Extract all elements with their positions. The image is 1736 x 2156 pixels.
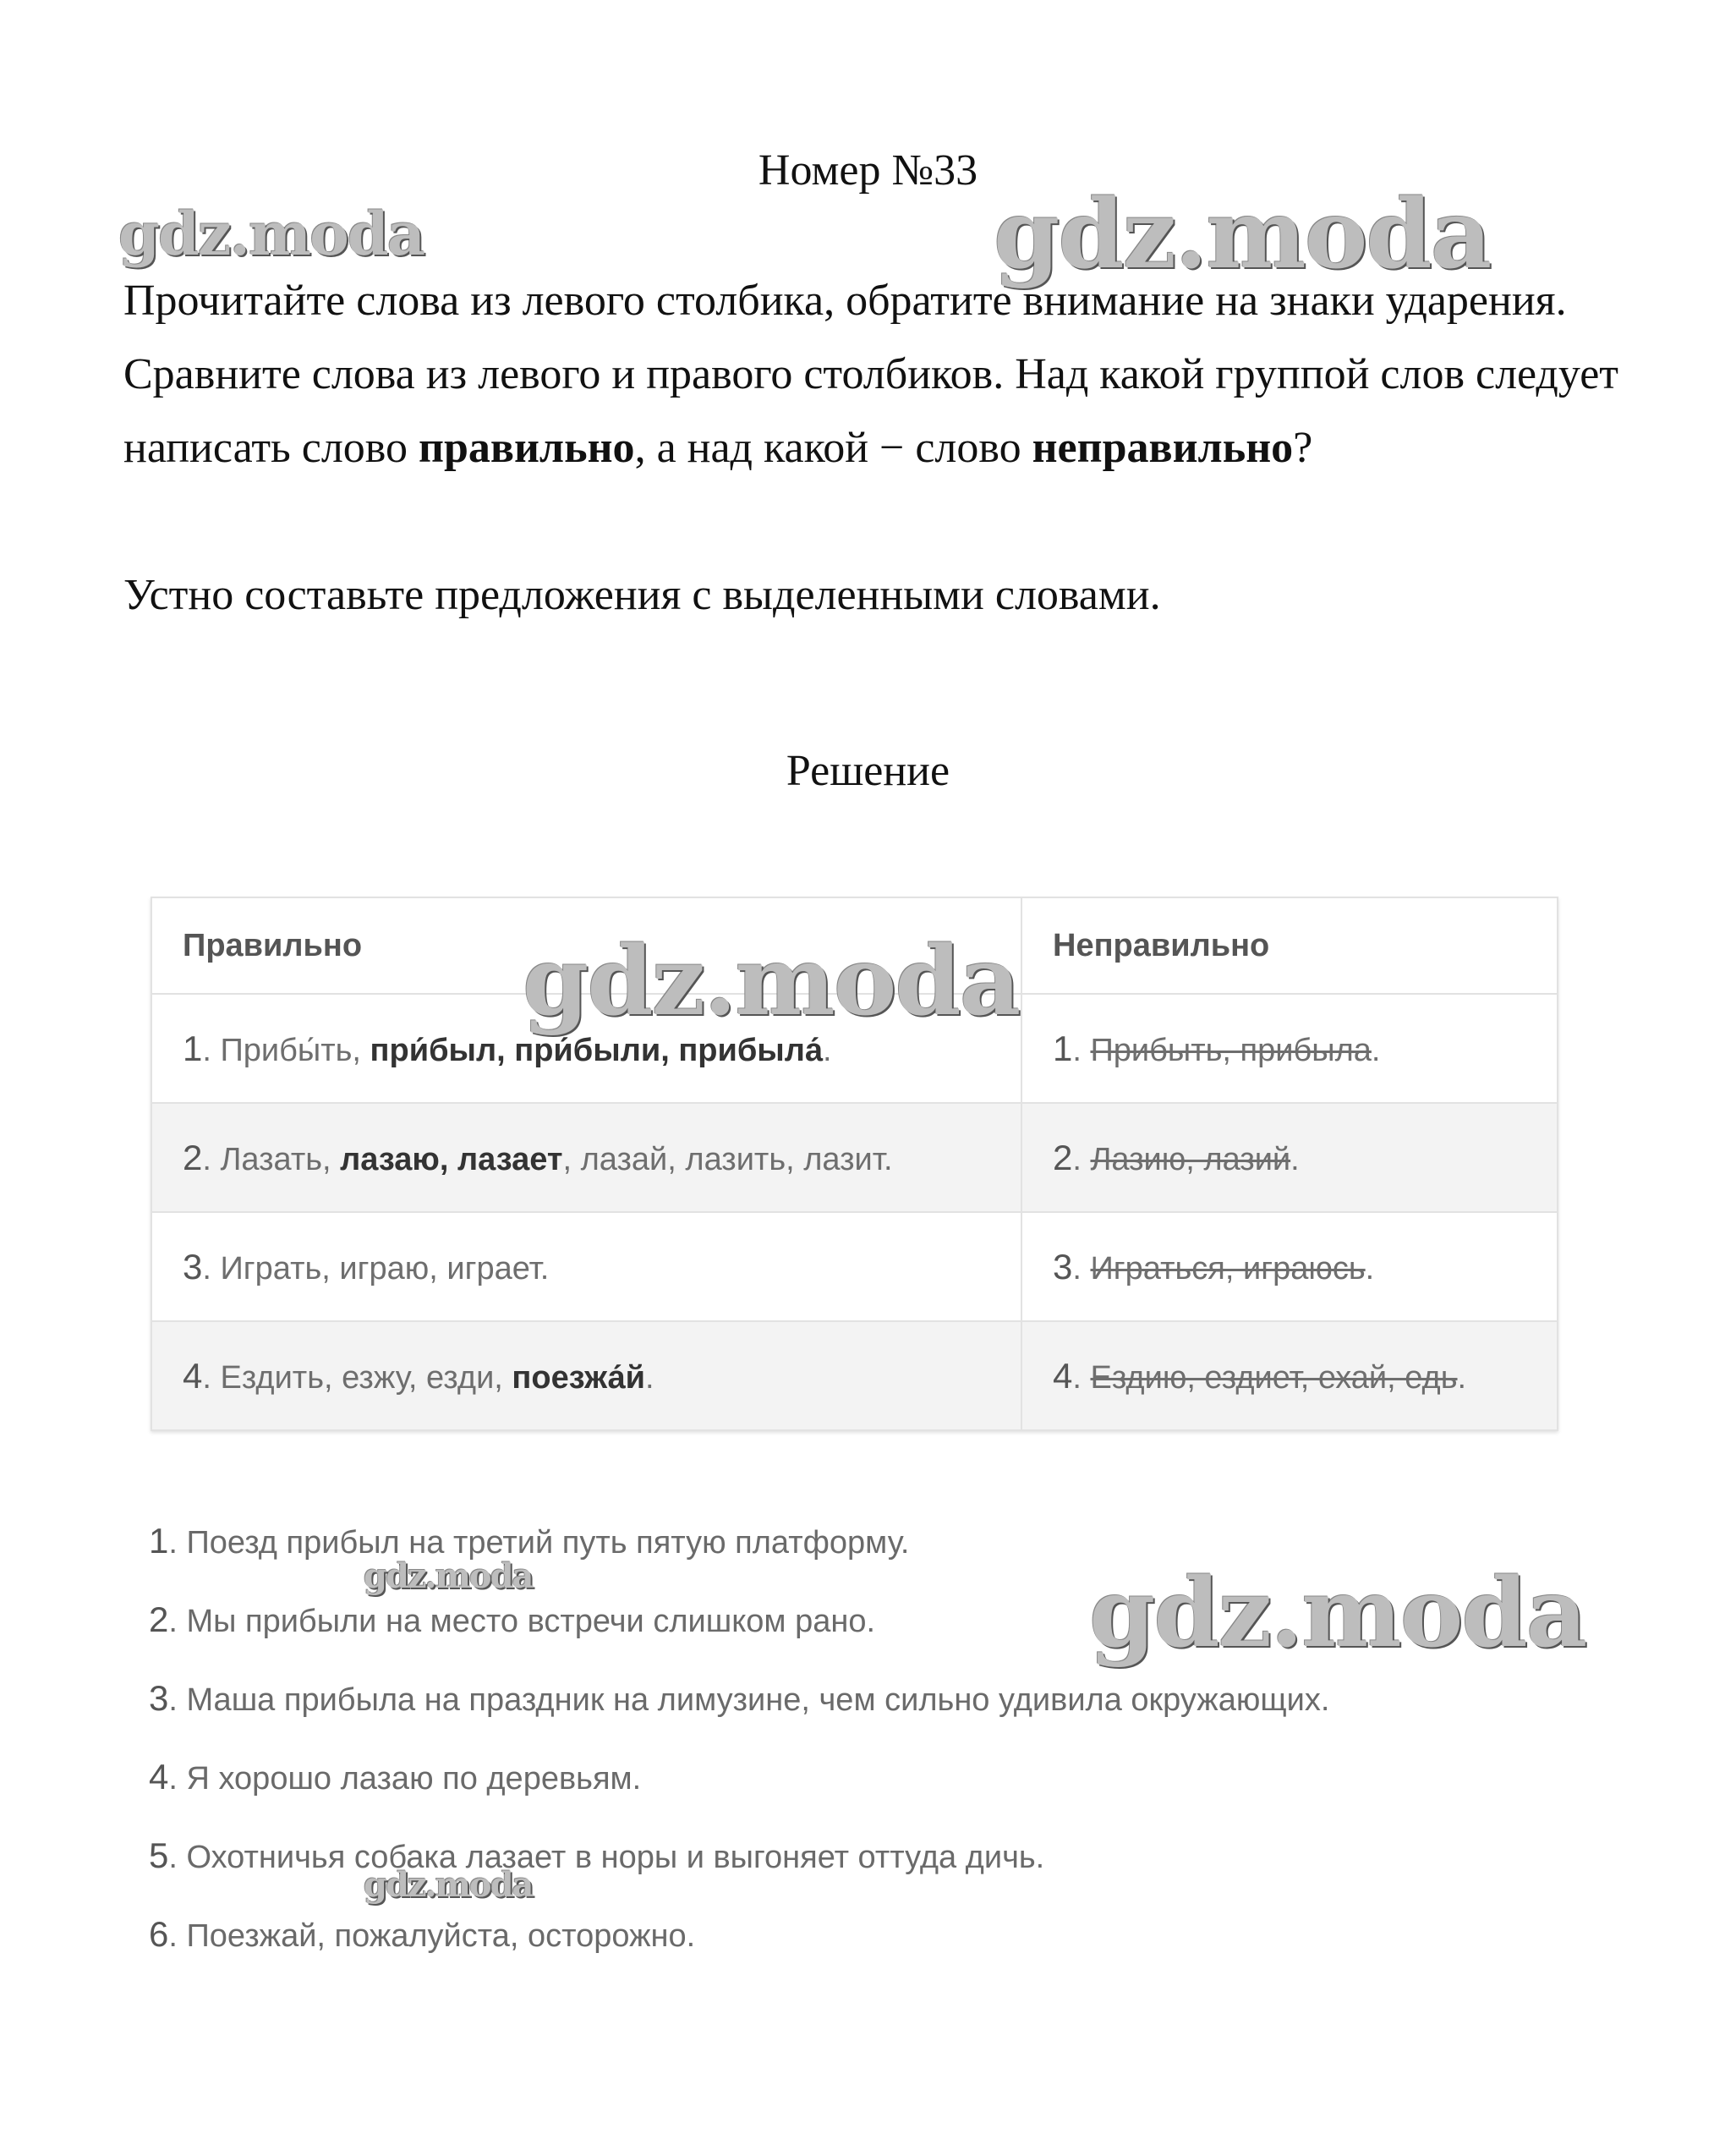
table-row xyxy=(151,1212,1558,1321)
watermark: gdz.moda xyxy=(118,199,424,269)
table-header-row xyxy=(151,897,1558,994)
task-text xyxy=(123,264,1629,632)
cell-correct: 4. Ездить, езжу, езди, поезжа́й. xyxy=(151,1321,1021,1430)
watermark: gdz.moda xyxy=(523,926,1020,1037)
list-item: 1. Поезд прибыл на третий путь пятую платформу. xyxy=(149,1521,910,1561)
example-sentences xyxy=(149,1516,1329,1988)
list-item: 4. Я хорошо лазаю по деревьям. xyxy=(149,1757,642,1797)
answer-table xyxy=(151,897,1558,1431)
table-row xyxy=(151,994,1558,1103)
watermark: gdz.moda xyxy=(364,1865,533,1905)
cell-incorrect: 2. Лазию, лазий. xyxy=(1021,1103,1558,1212)
solution-title: Решение xyxy=(786,747,950,795)
watermark: gdz.moda xyxy=(994,179,1491,290)
cell-correct: 2. Лазать, лазаю, лазает, лазай, лазить, лазит. xyxy=(151,1103,1021,1212)
task-oral-instruction: Устно составьте предложения с выделенными словами. xyxy=(123,571,1161,619)
cell-correct: 3. Играть, играю, играет. xyxy=(151,1212,1021,1321)
page-title: Номер №33 xyxy=(758,146,978,195)
cell-correct: 1. Прибы́ть, при́был, при́были, прибыла́. xyxy=(151,994,1021,1103)
list-item: 3. Маша прибыла на праздник на лимузине, чем сильно удивила окружающих. xyxy=(149,1678,1330,1718)
task-instruction: Прочитайте слова из левого столбика, обратите внимание на знаки ударения. Сравните слова из левого и правого столбиков. Над какой группой слов следует написать слово правильно, а над какой − слово неправильно? xyxy=(123,277,1618,472)
cell-incorrect: 4. Ездию, ездиет, ехай, едь. xyxy=(1021,1321,1558,1430)
list-item: 6. Поезжай, пожалуйста, осторожно. xyxy=(149,1914,696,1954)
table-row xyxy=(151,1103,1558,1212)
watermark: gdz.moda xyxy=(1089,1558,1586,1669)
header-correct: Правильно xyxy=(151,897,1021,994)
header-incorrect: Неправильно xyxy=(1021,897,1558,994)
watermark: gdz.moda xyxy=(364,1556,533,1596)
cell-incorrect: 1. Прибыть, прибыла. xyxy=(1021,994,1558,1103)
cell-incorrect: 3. Играться, играюсь. xyxy=(1021,1212,1558,1321)
table-row xyxy=(151,1321,1558,1430)
list-item: 5. Охотничья собака лазает в норы и выгоняет оттуда дичь. xyxy=(149,1835,1045,1875)
word-nepravilno: неправильно xyxy=(1032,424,1294,472)
list-item: 2. Мы прибыли на место встречи слишком рано. xyxy=(149,1599,876,1639)
word-pravilno: правильно xyxy=(419,424,635,472)
